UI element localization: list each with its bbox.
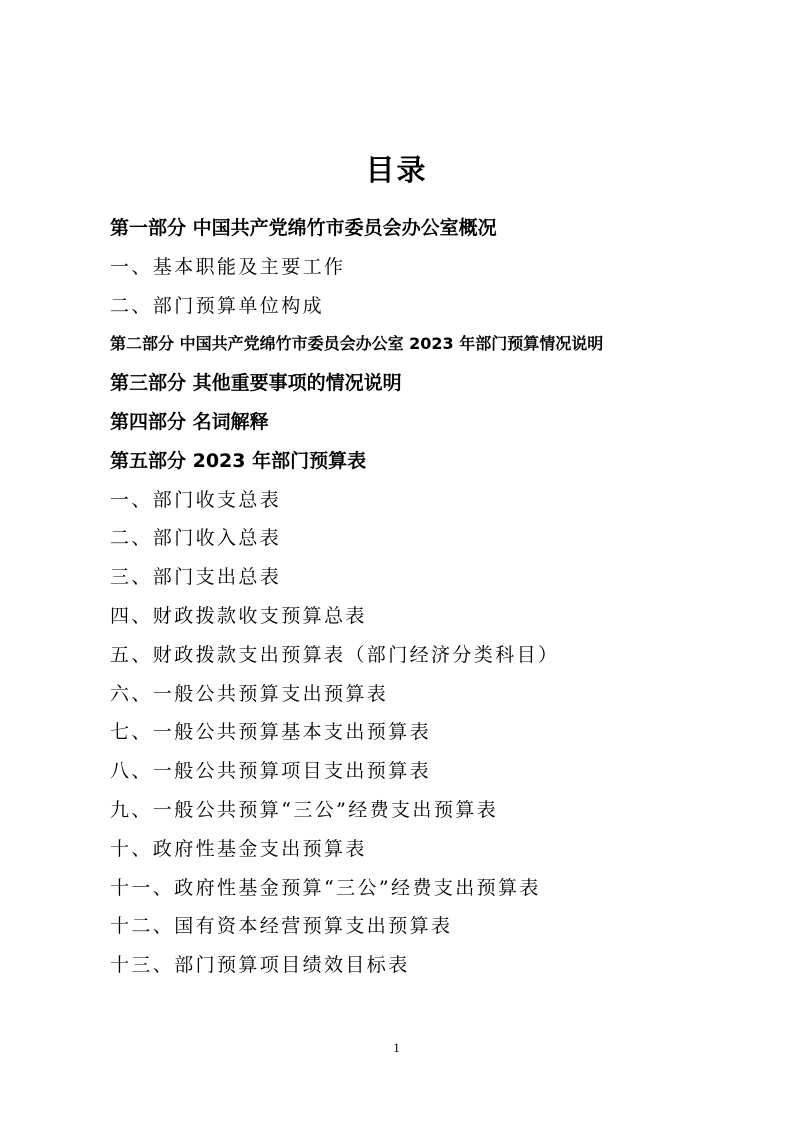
page-title: 目录	[365, 153, 428, 187]
table-of-contents	[110, 209, 750, 985]
toc-item: 十三、部门预算项目绩效目标表	[110, 954, 410, 977]
toc-item: 十二、国有资本经营预算支出预算表	[110, 915, 453, 938]
toc-item: 二、部门预算单位构成	[110, 294, 325, 317]
toc-item: 八、一般公共预算项目支出预算表	[110, 760, 432, 783]
toc-part-2: 第二部分 中国共产党绵竹市委员会办公室 2023 年部门预算情况说明	[110, 334, 604, 354]
toc-part-3: 第三部分 其他重要事项的情况说明	[110, 372, 402, 395]
toc-item: 二、部门收入总表	[110, 527, 282, 550]
toc-item: 十一、政府性基金预算“三公”经费支出预算表	[110, 876, 541, 899]
toc-item: 六、一般公共预算支出预算表	[110, 682, 389, 705]
toc-item: 七、一般公共预算基本支出预算表	[110, 721, 432, 744]
toc-part-1: 第一部分 中国共产党绵竹市委员会办公室概况	[110, 217, 497, 239]
toc-item: 三、部门支出总表	[110, 566, 282, 589]
toc-part-5: 第五部分 2023 年部门预算表	[110, 449, 367, 472]
page-number: 1	[393, 1040, 400, 1055]
toc-item: 一、基本职能及主要工作	[110, 255, 346, 278]
toc-item: 五、财政拨款支出预算表（部门经济分类科目）	[110, 643, 560, 666]
toc-item: 十、政府性基金支出预算表	[110, 837, 367, 860]
toc-item: 九、一般公共预算“三公”经费支出预算表	[110, 798, 499, 821]
toc-part-4: 第四部分 名词解释	[110, 410, 269, 433]
toc-item: 四、财政拨款收支预算总表	[110, 604, 367, 627]
toc-item: 一、部门收支总表	[110, 488, 282, 511]
